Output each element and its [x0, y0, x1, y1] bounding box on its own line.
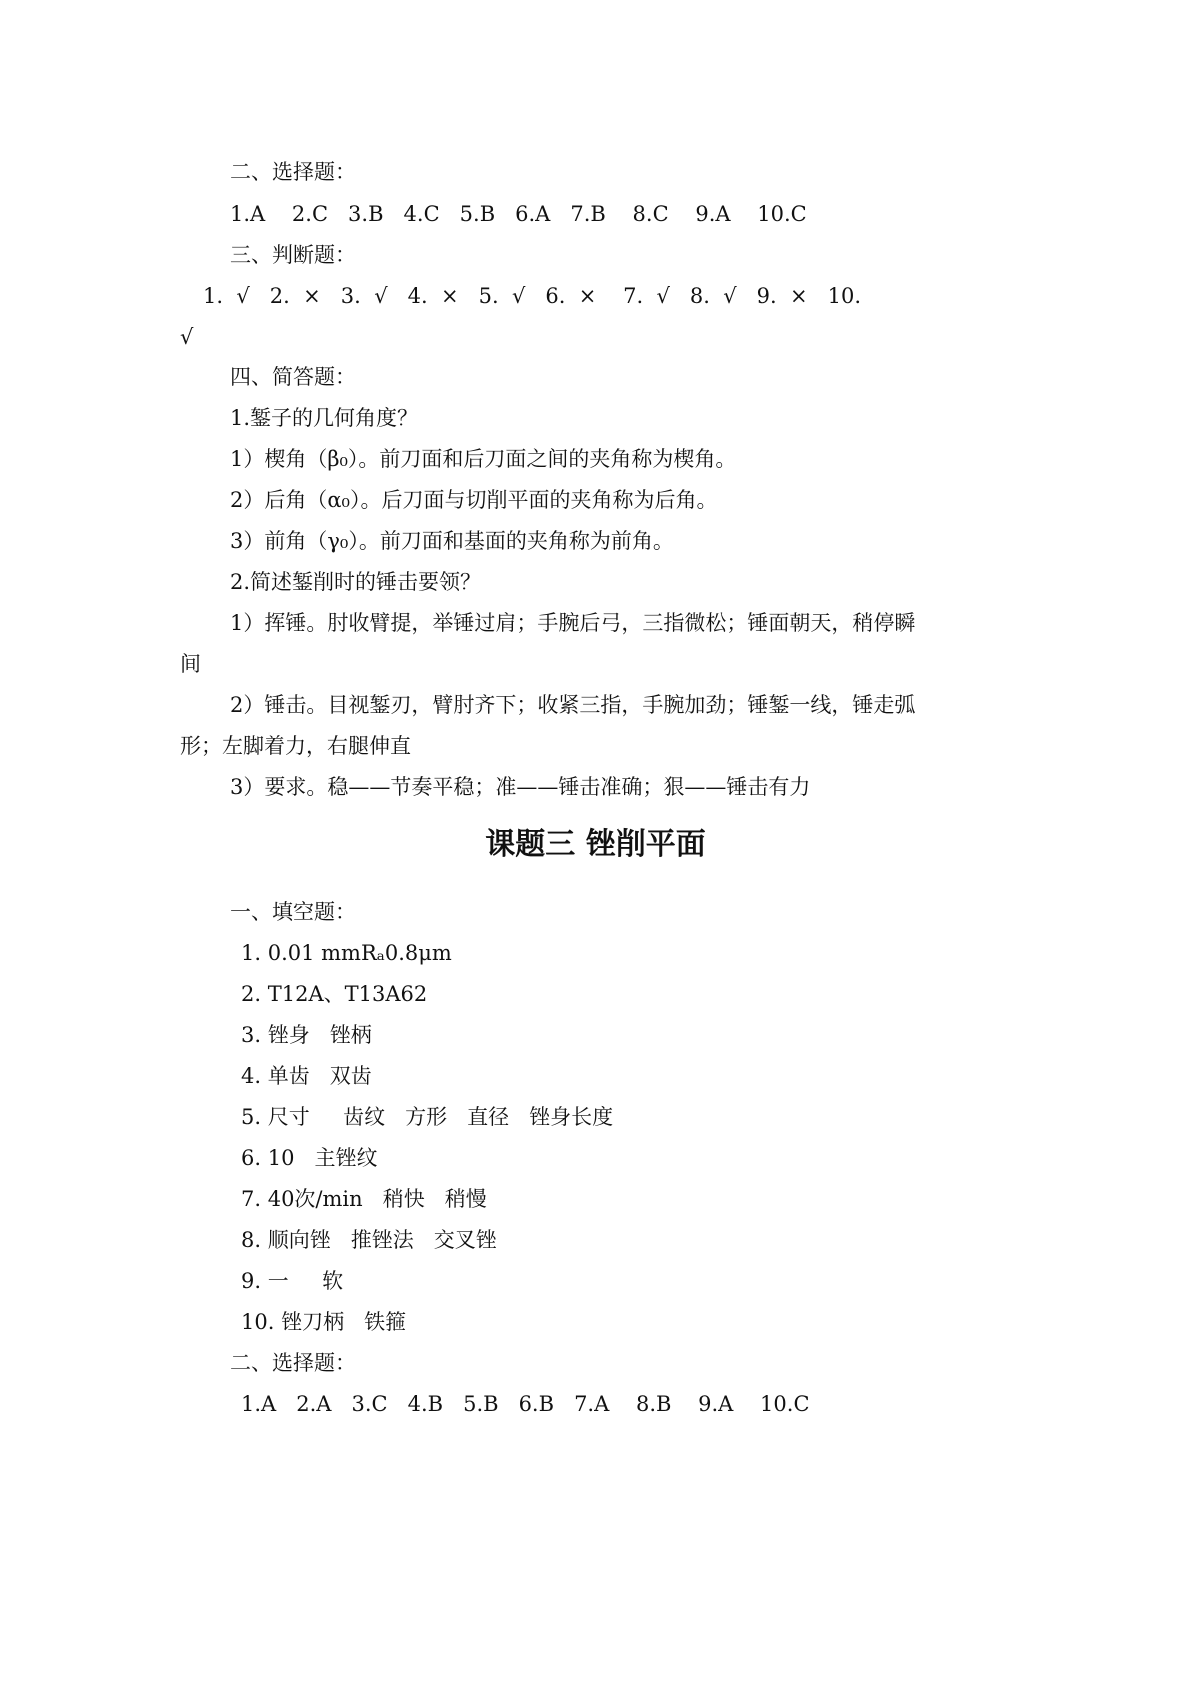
judge-heading: 三、判断题：: [230, 243, 356, 267]
fill-item-1: 1. 0.01 mmRₐ0.8μm: [241, 941, 452, 965]
fill-item-3: 3. 锉身 锉柄: [241, 1023, 372, 1047]
fill-item-6: 6. 10 主锉纹: [241, 1146, 378, 1170]
fill-item-7: 7. 40次/min 稍快 稍慢: [241, 1187, 487, 1211]
fill-item-10: 10. 锉刀柄 铁箍: [241, 1310, 407, 1334]
question-1-answer-1: 1）楔角（β₀）。前刀面和后刀面之间的夹角称为楔角。: [230, 447, 737, 471]
question-2-answer-1: 1）挥锤。肘收臂提，举锤过肩；手腕后弓，三指微松；锤面朝天，稍停瞬: [230, 611, 916, 635]
fill-item-2: 2. T12A、T13A62: [241, 982, 428, 1006]
choice-heading: 二、选择题：: [230, 160, 356, 184]
fill-item-5: 5. 尺寸 齿纹 方形 直径 锉身长度: [241, 1105, 614, 1129]
choice-answers-2: 1.A 2.A 3.C 4.B 5.B 6.B 7.A 8.B 9.A 10.C: [241, 1392, 810, 1416]
section-title: 课题三 锉削平面: [485, 827, 706, 862]
question-2: 2.简述錾削时的锤击要领？: [230, 570, 482, 594]
question-2-answer-2-continued: 形；左脚着力，右腿伸直: [180, 734, 411, 758]
choice-heading-2: 二、选择题：: [230, 1351, 356, 1375]
judge-answers-continued: √: [180, 325, 194, 349]
fill-heading: 一、填空题：: [230, 900, 356, 924]
choice-answers: 1.A 2.C 3.B 4.C 5.B 6.A 7.B 8.C 9.A 10.C: [230, 202, 807, 226]
fill-item-8: 8. 顺向锉 推锉法 交叉锉: [241, 1228, 497, 1252]
question-2-answer-2: 2）锤击。目视錾刃，臂肘齐下；收紧三指，手腕加劲；锤錾一线，锤走弧: [230, 693, 916, 717]
question-1-answer-2: 2）后角（α₀）。后刀面与切削平面的夹角称为后角。: [230, 488, 718, 512]
question-2-answer-3: 3）要求。稳——节奏平稳；准——锤击准确；狠——锤击有力: [230, 775, 811, 799]
question-2-answer-1-continued: 间: [180, 652, 201, 676]
judge-answers: 1. √ 2. × 3. √ 4. × 5. √ 6. × 7. √ 8. √ 9. × 10.: [203, 284, 862, 308]
question-1-answer-3: 3）前角（γ₀）。前刀面和基面的夹角称为前角。: [230, 529, 674, 553]
fill-item-9: 9. 一 软: [241, 1269, 344, 1293]
question-1: 1.錾子的几何角度？: [230, 406, 419, 430]
short-answer-heading: 四、简答题：: [230, 365, 356, 389]
fill-item-4: 4. 单齿 双齿: [241, 1064, 372, 1088]
